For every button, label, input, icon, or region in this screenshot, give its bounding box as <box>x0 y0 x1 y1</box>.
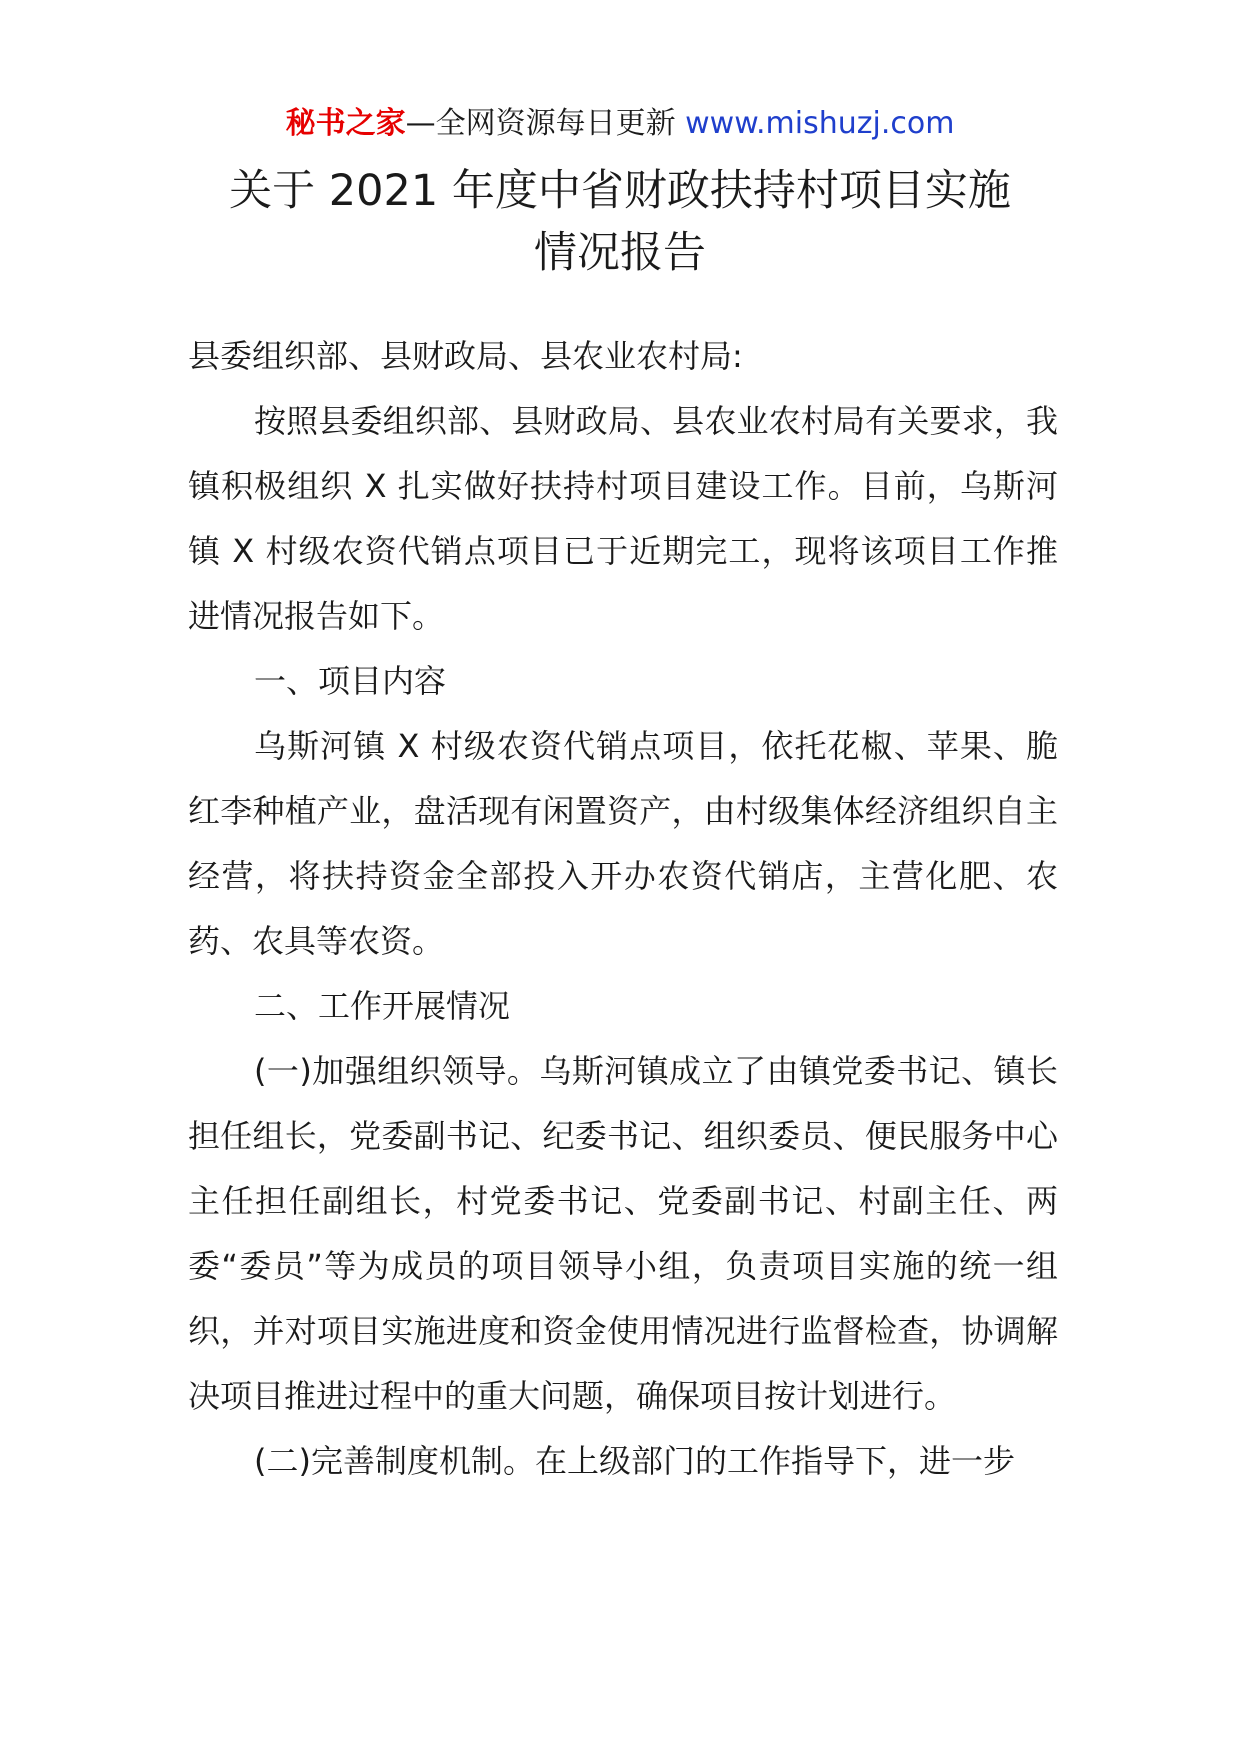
paragraph-organization: (一)加强组织领导。乌斯河镇成立了由镇党委书记、镇长担任组长，党委副书记、纪委书记、组织委员、便民服务中心主任担任副组长，村党委书记、党委副书记、村副主任、两委“委员”等为成员的项目领导小组，负责项目实施的统一组织，并对项目实施进度和资金使用情况进行监督检查，协调解决项目推进过程中的重大问题，确保项目按计划进行。 <box>188 1052 1058 1415</box>
section-heading-2: 二、工作开展情况 <box>254 987 511 1025</box>
salutation: 县委组织部、县财政局、县农业农村局: <box>188 337 743 375</box>
header-tagline: —全网资源每日更新 <box>405 106 686 141</box>
section-heading-1: 一、项目内容 <box>254 662 447 700</box>
title-line-1: 关于 2021 年度中省财政扶持村项目实施 <box>229 166 1011 216</box>
brand-name: 秘书之家 <box>285 106 406 141</box>
site-header <box>0 104 1240 144</box>
document-body <box>188 324 1058 1494</box>
document-title <box>120 160 1120 284</box>
paragraph-project-content: 乌斯河镇 X 村级农资代销点项目，依托花椒、苹果、脆红李种植产业，盘活现有闲置资产，由村级集体经济组织自主经营，将扶持资金全部投入开办农资代销店，主营化肥、农药、农具等农资。 <box>188 727 1058 960</box>
title-line-2: 情况报告 <box>534 228 706 278</box>
paragraph-mechanism: (二)完善制度机制。在上级部门的工作指导下，进一步 <box>254 1442 1015 1480</box>
site-url-link[interactable]: www.mishuzj.com <box>685 106 955 141</box>
paragraph-intro: 按照县委组织部、县财政局、县农业农村局有关要求，我镇积极组织 X 扎实做好扶持村项目建设工作。目前，乌斯河镇 X 村级农资代销点项目已于近期完工，现将该项目工作推进情况报告如下。 <box>188 402 1058 635</box>
